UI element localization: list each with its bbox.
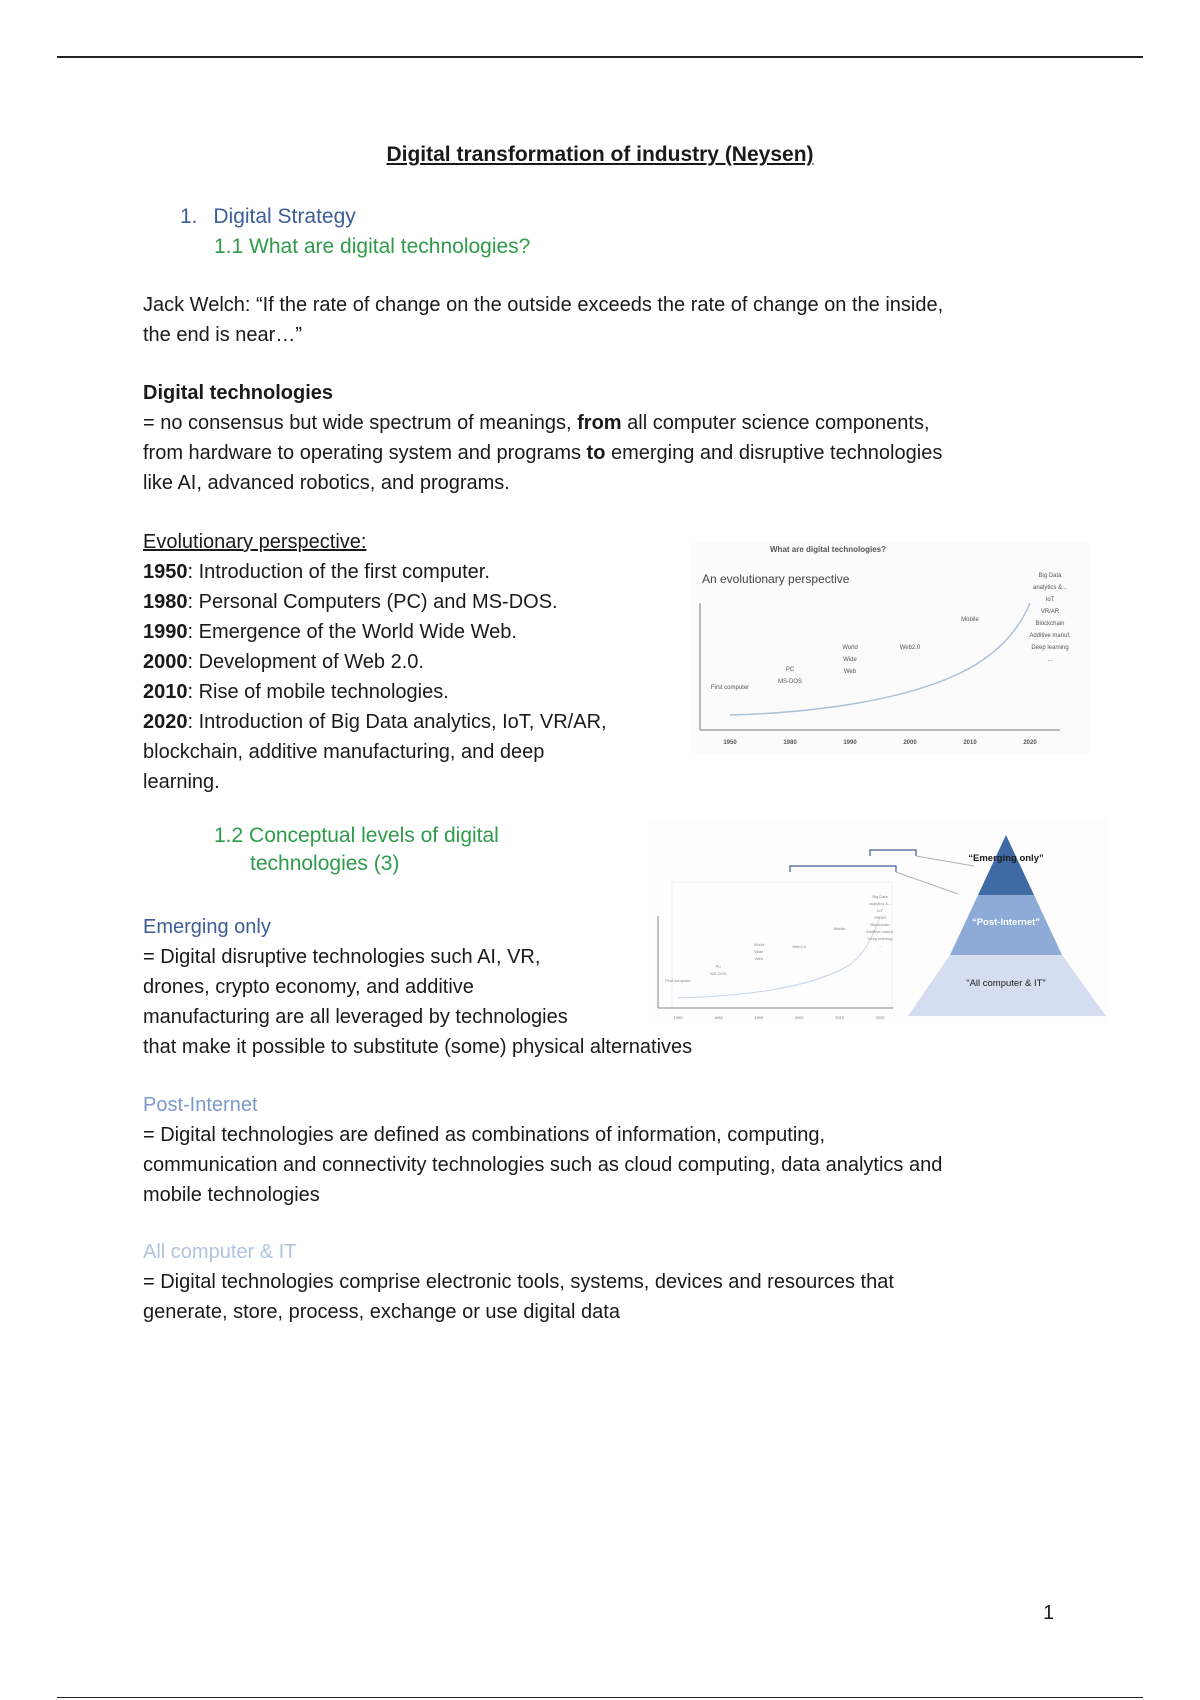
chart-annotation: VR/AR xyxy=(1040,609,1060,615)
evolution-item: 1990: Emergence of the World Wide Web. xyxy=(143,621,517,643)
mini-annotation: MS-DOS xyxy=(710,971,727,976)
chart-annotation: Web xyxy=(843,669,857,675)
emerging-line: drones, crypto economy, and additive xyxy=(143,976,474,998)
evolution-item: learning. xyxy=(143,771,220,793)
chart-annotation: analytics &... xyxy=(1032,585,1068,591)
chart-annotation: Mobile xyxy=(961,617,979,623)
evolutionary-perspective xyxy=(143,527,683,797)
evolution-item: blockchain, additive manufacturing, and deep xyxy=(143,741,545,763)
definition-line: from hardware to operating system and programs to emerging and disruptive technologies xyxy=(143,442,943,464)
x-tick-label: 1950 xyxy=(723,740,737,746)
mini-annotation: World xyxy=(753,942,764,947)
chart-annotation: MS-DOS xyxy=(778,679,802,685)
document-title: Digital transformation of industry (Neysen) xyxy=(386,143,814,166)
chart-title: What are digital technologies? xyxy=(770,545,887,554)
chart-annotation: Web2.0 xyxy=(899,645,921,651)
mini-annotation: ... xyxy=(878,943,882,948)
mini-annotation: Wide xyxy=(754,949,764,954)
mini-annotation: Big Data xyxy=(872,894,888,899)
emerging-line: = Digital disruptive technologies such AI, VR, xyxy=(143,946,541,968)
mini-annotation: PC xyxy=(715,964,722,969)
digital-technologies-paragraph xyxy=(143,378,1103,498)
mini-tick-label: 1990 xyxy=(754,1015,764,1020)
quote-line: Jack Welch: “If the rate of change on the outside exceeds the rate of change on the inside, xyxy=(143,294,944,316)
pyramid-bottom-label: “All computer & IT” xyxy=(966,978,1046,989)
mini-tick-label: 2000 xyxy=(794,1015,804,1020)
subsection-1-2-line: 1.2 Conceptual levels of digital xyxy=(214,824,499,847)
chart-annotation: World xyxy=(842,645,858,651)
chart-annotation: ... xyxy=(1047,657,1053,663)
chart-annotation: Blockchain xyxy=(1035,621,1065,627)
post-internet-heading: Post-Internet xyxy=(143,1094,258,1116)
chart-annotation: Deep learning xyxy=(1031,645,1069,651)
mini-annotation: Blockchain xyxy=(870,922,890,927)
mini-annotation: Web xyxy=(754,956,763,961)
mini-annotation: IoT xyxy=(877,908,883,913)
chart-annotation: Wide xyxy=(843,657,857,663)
mini-annotation: First computer xyxy=(665,978,691,983)
section-1-heading xyxy=(180,205,356,229)
quote-line: the end is near…” xyxy=(143,324,302,346)
emerging-line: that make it possible to substitute (some) physical alternatives xyxy=(143,1036,693,1058)
pyramid-top-label: “Emerging only” xyxy=(968,853,1044,864)
chart-annotation: PC xyxy=(785,667,795,673)
x-tick-label: 2020 xyxy=(1023,740,1037,746)
chart-subtitle: An evolutionary perspective xyxy=(702,572,850,586)
post-internet-line: = Digital technologies are defined as combinations of information, computing, xyxy=(143,1124,826,1146)
evolution-chart xyxy=(690,543,1090,753)
evolution-heading: Evolutionary perspective: xyxy=(143,531,367,553)
mini-tick-label: 1980 xyxy=(713,1015,723,1020)
mini-tick-label: 2020 xyxy=(875,1015,885,1020)
post-internet-section xyxy=(143,1090,1103,1210)
post-internet-line: communication and connectivity technologies such as cloud computing, data analytics and xyxy=(143,1154,943,1176)
all-computer-line: = Digital technologies comprise electronic tools, systems, devices and resources that xyxy=(143,1271,894,1293)
mini-tick-label: 1950 xyxy=(673,1015,683,1020)
definition-line: = no consensus but wide spectrum of meanings, from all computer science components, xyxy=(143,412,930,434)
mini-annotation: Mobile xyxy=(833,926,846,931)
definition-line: like AI, advanced robotics, and programs. xyxy=(143,472,510,494)
top-rule xyxy=(57,56,1143,58)
x-tick-label: 1980 xyxy=(783,740,797,746)
post-internet-line: mobile technologies xyxy=(143,1184,320,1206)
evolution-item: 2000: Development of Web 2.0. xyxy=(143,651,424,673)
mini-annotation: analytics &... xyxy=(868,901,892,906)
mini-tick-label: 2010 xyxy=(835,1015,845,1020)
section-1-title: Digital Strategy xyxy=(213,205,356,228)
chart-annotation: First computer xyxy=(710,685,750,691)
subsection-1-1-heading: 1.1 What are digital technologies? xyxy=(214,235,531,258)
evolution-item: 1980: Personal Computers (PC) and MS-DOS. xyxy=(143,591,558,613)
x-tick-label: 2000 xyxy=(903,740,917,746)
emerging-only-section xyxy=(143,912,863,1062)
emerging-line: manufacturing are all leveraged by technologies xyxy=(143,1006,568,1028)
mini-annotation: Additive manuf. xyxy=(866,929,894,934)
all-computer-heading: All computer & IT xyxy=(143,1241,297,1263)
all-computer-line: generate, store, process, exchange or use digital data xyxy=(143,1301,620,1323)
page-number: 1 xyxy=(1043,1602,1055,1624)
all-computer-section xyxy=(143,1237,1103,1327)
mini-annotation: Web2.0 xyxy=(792,944,807,949)
chart-annotation: Big Data xyxy=(1038,573,1062,579)
evolution-item: 2010: Rise of mobile technologies. xyxy=(143,681,449,703)
x-tick-label: 1990 xyxy=(843,740,857,746)
subsection-1-2-heading xyxy=(214,822,499,878)
pyramid-middle-label: “Post-Internet” xyxy=(971,917,1041,928)
mini-annotation: Deep learning xyxy=(867,936,893,941)
digital-technologies-heading: Digital technologies xyxy=(143,382,334,404)
evolution-item: 2020: Introduction of Big Data analytics, IoT, VR/AR, xyxy=(143,711,607,733)
x-tick-label: 2010 xyxy=(963,740,977,746)
subsection-1-2-line: technologies (3) xyxy=(250,852,400,875)
evolution-item: 1950: Introduction of the first computer. xyxy=(143,561,490,583)
quote-paragraph xyxy=(143,290,1063,350)
mini-annotation: VR/AR xyxy=(873,915,887,920)
emerging-only-heading: Emerging only xyxy=(143,916,271,938)
section-1-number: 1. xyxy=(180,205,198,228)
chart-annotation: Additive manuf. xyxy=(1029,633,1071,639)
chart-annotation: IoT xyxy=(1045,597,1055,603)
bottom-rule xyxy=(57,1697,1143,1698)
